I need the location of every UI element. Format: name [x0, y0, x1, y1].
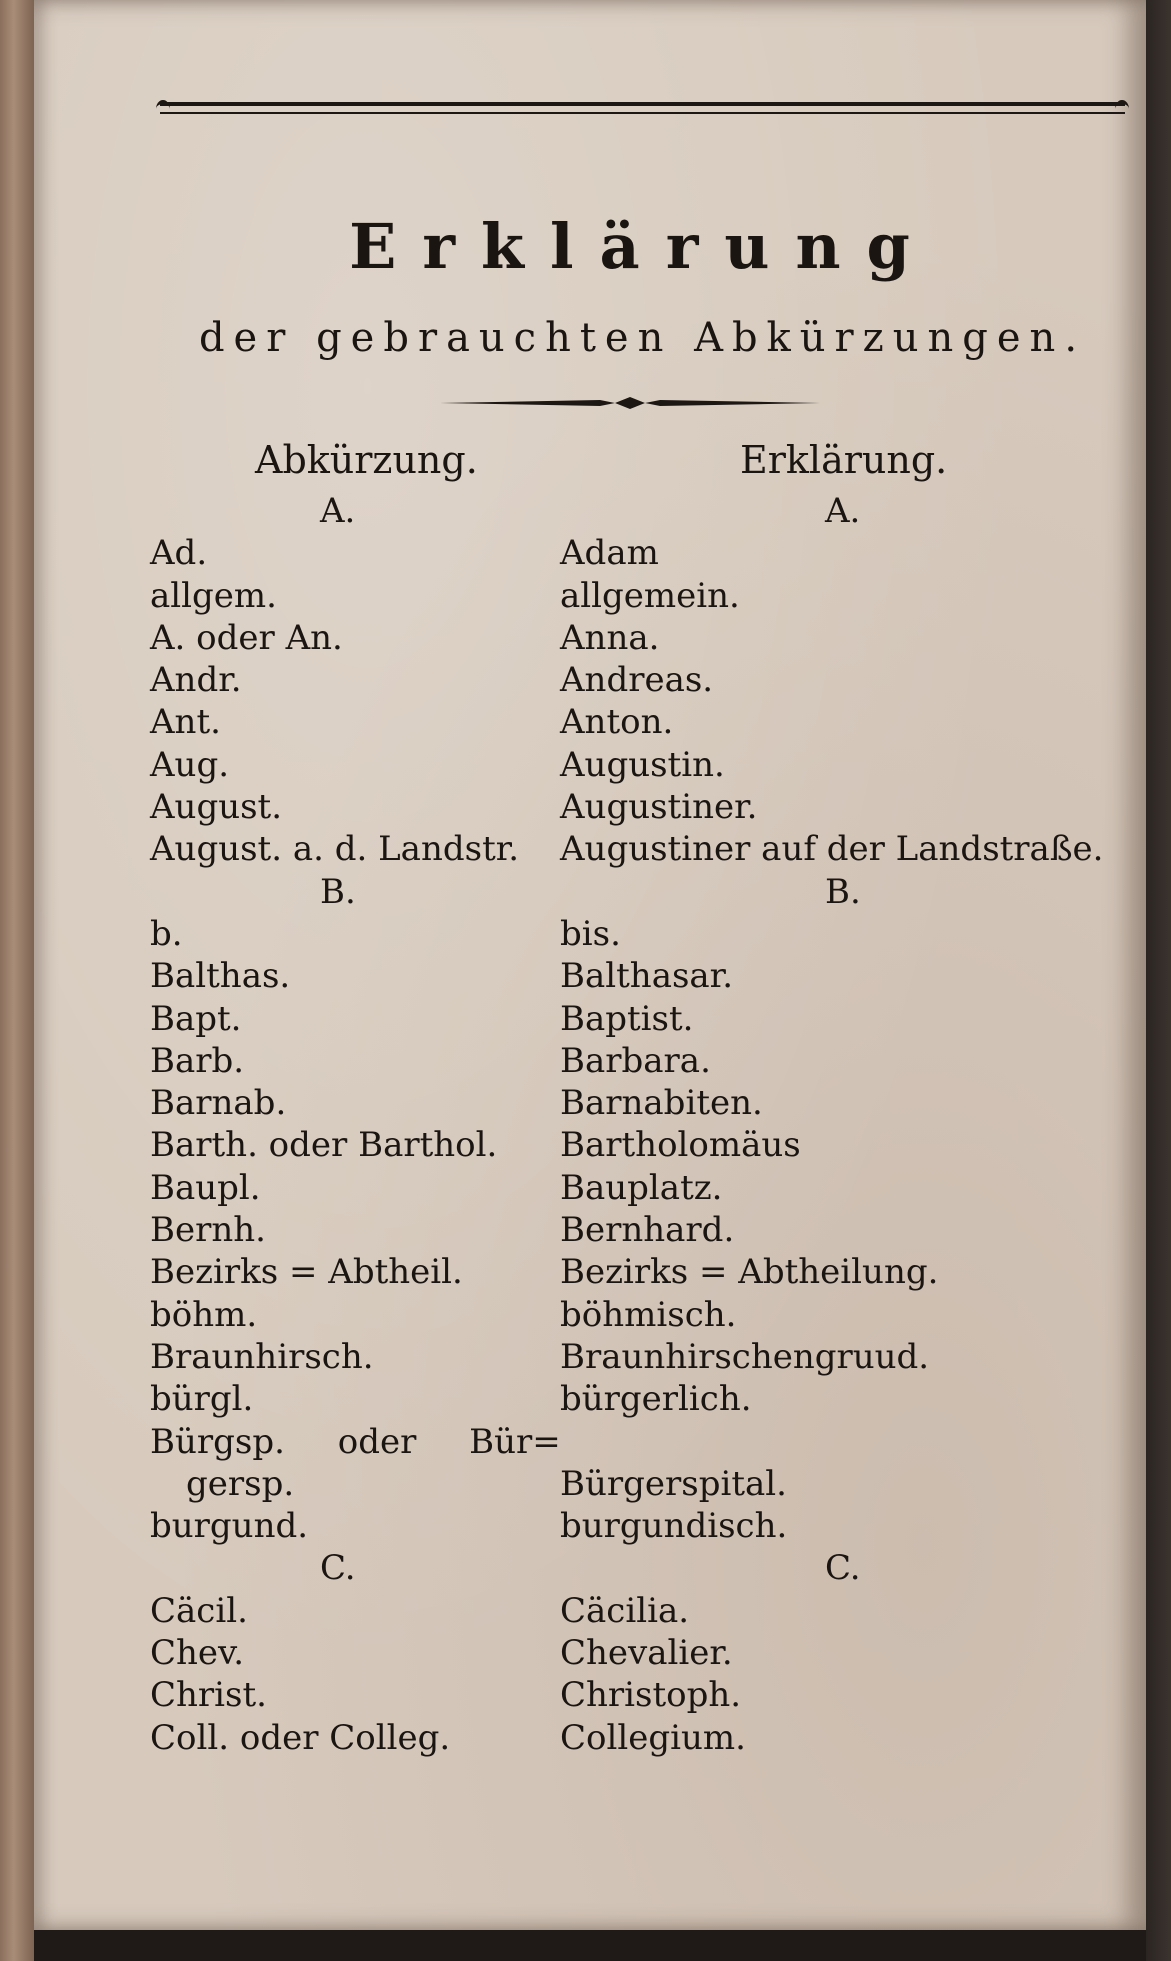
list-item	[150, 913, 1110, 955]
abbreviation-text: Bernh.	[150, 1210, 266, 1251]
letter-heading-right: B.	[825, 871, 861, 912]
abbreviation-text: Bürgsp. oder Bür=	[150, 1421, 561, 1462]
column-header-abbreviation: Abkürzung.	[255, 438, 478, 482]
abbreviation-text: b.	[150, 913, 183, 954]
list-item	[150, 1717, 1110, 1759]
list-item	[150, 1378, 1110, 1420]
list-item	[150, 575, 1110, 617]
abbreviation-text: Aug.	[150, 744, 230, 785]
explanation-text: Bürgerspital.	[560, 1463, 787, 1504]
abbreviation-list	[150, 490, 1110, 1759]
explanation-text: Andreas.	[560, 660, 714, 701]
explanation-text: Cäcilia.	[560, 1590, 690, 1631]
explanation-text: Barnabiten.	[560, 1083, 763, 1124]
letter-heading-left: C.	[320, 1548, 356, 1589]
ornament-divider-icon	[440, 396, 820, 410]
explanation-text: Bartholomäus	[560, 1125, 801, 1166]
explanation-text: Baptist.	[560, 998, 694, 1039]
abbreviation-text: August. a. d. Landstr.	[150, 829, 520, 870]
abbreviation-text: Barb.	[150, 1040, 245, 1081]
explanation-text: bürgerlich.	[560, 1379, 752, 1420]
abbreviation-text: Bapt.	[150, 998, 242, 1039]
list-item	[150, 1209, 1110, 1251]
explanation-text: Bezirks = Abtheilung.	[560, 1252, 939, 1293]
abbreviation-text: Ant.	[150, 702, 221, 743]
list-item	[150, 1421, 1110, 1463]
list-item	[150, 617, 1110, 659]
explanation-text: burgundisch.	[560, 1506, 788, 1547]
list-item	[150, 1167, 1110, 1209]
explanation-text: Anton.	[560, 702, 674, 743]
abbreviation-text: gersp.	[186, 1463, 295, 1504]
abbreviation-text: Barth. oder Barthol.	[150, 1125, 498, 1166]
abbreviation-text: Ad.	[150, 533, 208, 574]
explanation-text: allgemein.	[560, 575, 740, 616]
list-item	[150, 1463, 1110, 1505]
letter-heading-row	[150, 490, 1110, 532]
list-item	[150, 955, 1110, 997]
explanation-text: Balthasar.	[560, 956, 734, 997]
list-item	[150, 744, 1110, 786]
abbreviation-text: bürgl.	[150, 1379, 254, 1420]
abbreviation-text: Cäcil.	[150, 1590, 248, 1631]
page-edge	[1146, 0, 1171, 1961]
abbreviation-text: Barnab.	[150, 1083, 287, 1124]
abbreviation-text: Braunhirsch.	[150, 1336, 374, 1377]
explanation-text: böhmisch.	[560, 1294, 737, 1335]
explanation-text: Augustiner.	[560, 787, 758, 828]
abbreviation-text: allgem.	[150, 575, 277, 616]
list-item	[150, 1294, 1110, 1336]
abbreviation-text: burgund.	[150, 1506, 309, 1547]
explanation-text: Bauplatz.	[560, 1167, 723, 1208]
abbreviation-text: A. oder An.	[150, 617, 343, 658]
explanation-text: Augustiner auf der Landstraße.	[560, 829, 1104, 870]
letter-heading-row	[150, 1547, 1110, 1589]
list-item	[150, 786, 1110, 828]
list-item	[150, 1082, 1110, 1124]
abbreviation-text: Chev.	[150, 1633, 245, 1674]
list-item	[150, 998, 1110, 1040]
list-item	[150, 1590, 1110, 1632]
abbreviation-text: August.	[150, 787, 283, 828]
explanation-text: Adam	[560, 533, 659, 574]
explanation-text: Anna.	[560, 617, 660, 658]
list-item	[150, 1505, 1110, 1547]
list-item	[150, 1336, 1110, 1378]
book-spine	[0, 0, 34, 1961]
list-item	[150, 659, 1110, 701]
page-title: Erklärung	[349, 210, 936, 283]
column-header-explanation: Erklärung.	[740, 438, 948, 482]
abbreviation-text: Bezirks = Abtheil.	[150, 1252, 463, 1293]
letter-heading-left: A.	[320, 491, 356, 531]
explanation-text: Braunhirschengruud.	[560, 1336, 930, 1377]
abbreviation-text: Baupl.	[150, 1167, 261, 1208]
list-item	[150, 1674, 1110, 1716]
top-rule	[160, 102, 1125, 106]
letter-heading-left: B.	[320, 871, 356, 912]
abbreviation-text: Coll. oder Colleg.	[150, 1717, 451, 1758]
abbreviation-text: böhm.	[150, 1294, 258, 1335]
explanation-text: Christoph.	[560, 1675, 742, 1716]
list-item	[150, 701, 1110, 743]
page-subtitle: der gebrauchten Abkürzungen.	[198, 315, 1087, 361]
explanation-text: Bernhard.	[560, 1210, 735, 1251]
list-item	[150, 1040, 1110, 1082]
list-item	[150, 532, 1110, 574]
explanation-text: Augustin.	[560, 744, 725, 785]
top-rule-thin	[160, 112, 1125, 114]
letter-heading-right: A.	[825, 491, 861, 531]
explanation-text: Barbara.	[560, 1040, 711, 1081]
abbreviation-text: Balthas.	[150, 956, 291, 997]
abbreviation-text: Andr.	[150, 660, 242, 701]
explanation-text: bis.	[560, 913, 621, 954]
abbreviation-text: Christ.	[150, 1675, 267, 1716]
explanation-text: Collegium.	[560, 1717, 746, 1758]
explanation-text: Chevalier.	[560, 1633, 733, 1674]
list-item	[150, 1632, 1110, 1674]
list-item	[150, 1251, 1110, 1293]
list-item	[150, 1124, 1110, 1166]
letter-heading-row	[150, 871, 1110, 913]
letter-heading-right: C.	[825, 1548, 861, 1589]
list-item	[150, 828, 1110, 870]
